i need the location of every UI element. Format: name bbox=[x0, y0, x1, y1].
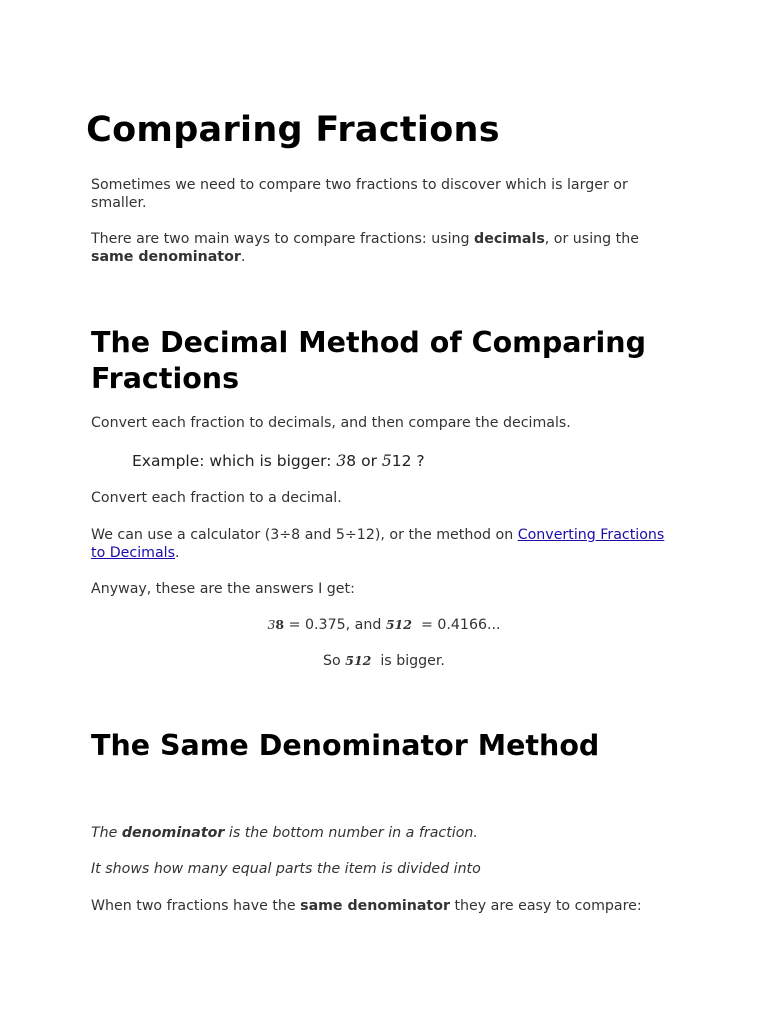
example-text: or bbox=[356, 452, 382, 470]
example-fraction-1-denominator: 8 bbox=[346, 452, 357, 470]
decimal-paragraph-1: Convert each fraction to decimals, and then compare the decimals. bbox=[91, 415, 571, 431]
paragraph-text: . bbox=[175, 545, 180, 561]
answer-fraction-1-numerator: 3 bbox=[267, 617, 276, 632]
example-text: ? bbox=[411, 452, 425, 470]
intro-paragraph-2 bbox=[91, 230, 677, 266]
decimals-term: decimals bbox=[474, 231, 545, 247]
paragraph-text: We can use a calculator (3÷8 and 5÷12), or the method on bbox=[91, 527, 518, 543]
conclusion-line bbox=[0, 652, 768, 670]
denominator-paragraph-2: It shows how many equal parts the item is divided into bbox=[91, 861, 481, 877]
denominator-term: denominator bbox=[121, 825, 225, 841]
same-denominator-term: same denominator bbox=[91, 249, 241, 265]
decimal-method-heading: The Decimal Method of Comparing Fractions bbox=[91, 326, 646, 395]
conclusion-fraction: 512 bbox=[345, 653, 372, 668]
example-line bbox=[132, 451, 425, 471]
answer-text: = 0.4166... bbox=[411, 617, 501, 633]
decimal-paragraph-2: Convert each fraction to a decimal. bbox=[91, 490, 342, 506]
decimal-paragraph-4: Anyway, these are the answers I get: bbox=[91, 581, 355, 597]
decimal-paragraph-3 bbox=[91, 526, 677, 562]
intro-text: There are two main ways to compare fractions: using bbox=[91, 231, 475, 247]
intro-paragraph-1: Sometimes we need to compare two fractions to discover which is larger or smaller. bbox=[91, 177, 628, 211]
answer-fraction-2: 512 bbox=[385, 617, 412, 632]
denominator-paragraph-1 bbox=[91, 824, 677, 842]
same-denominator-term: same denominator bbox=[300, 898, 450, 914]
paragraph-text: The bbox=[91, 825, 122, 841]
same-denominator-heading: The Same Denominator Method bbox=[91, 729, 600, 762]
paragraph-text: they are easy to compare: bbox=[449, 898, 642, 914]
answer-line bbox=[0, 616, 768, 634]
conclusion-text: So bbox=[323, 653, 346, 669]
intro-text: , or using the bbox=[544, 231, 639, 247]
answer-fraction-1-denominator: 8 bbox=[275, 617, 285, 632]
paragraph-text: When two fractions have the bbox=[91, 898, 301, 914]
paragraph-text: is the bottom number in a fraction. bbox=[224, 825, 478, 841]
converting-fractions-link[interactable]: Converting Fractions to Decimals bbox=[91, 527, 665, 561]
answer-text: = 0.375, and bbox=[284, 617, 386, 633]
example-text: Example: which is bigger: bbox=[132, 452, 337, 470]
conclusion-text: is bigger. bbox=[371, 653, 445, 669]
denominator-paragraph-3 bbox=[91, 897, 677, 915]
page-title: Comparing Fractions bbox=[86, 110, 500, 150]
intro-text: . bbox=[240, 249, 246, 265]
example-fraction-2-numerator: 5 bbox=[381, 452, 392, 470]
example-fraction-1-numerator: 3 bbox=[336, 452, 347, 470]
example-fraction-2-denominator: 12 bbox=[391, 452, 412, 470]
